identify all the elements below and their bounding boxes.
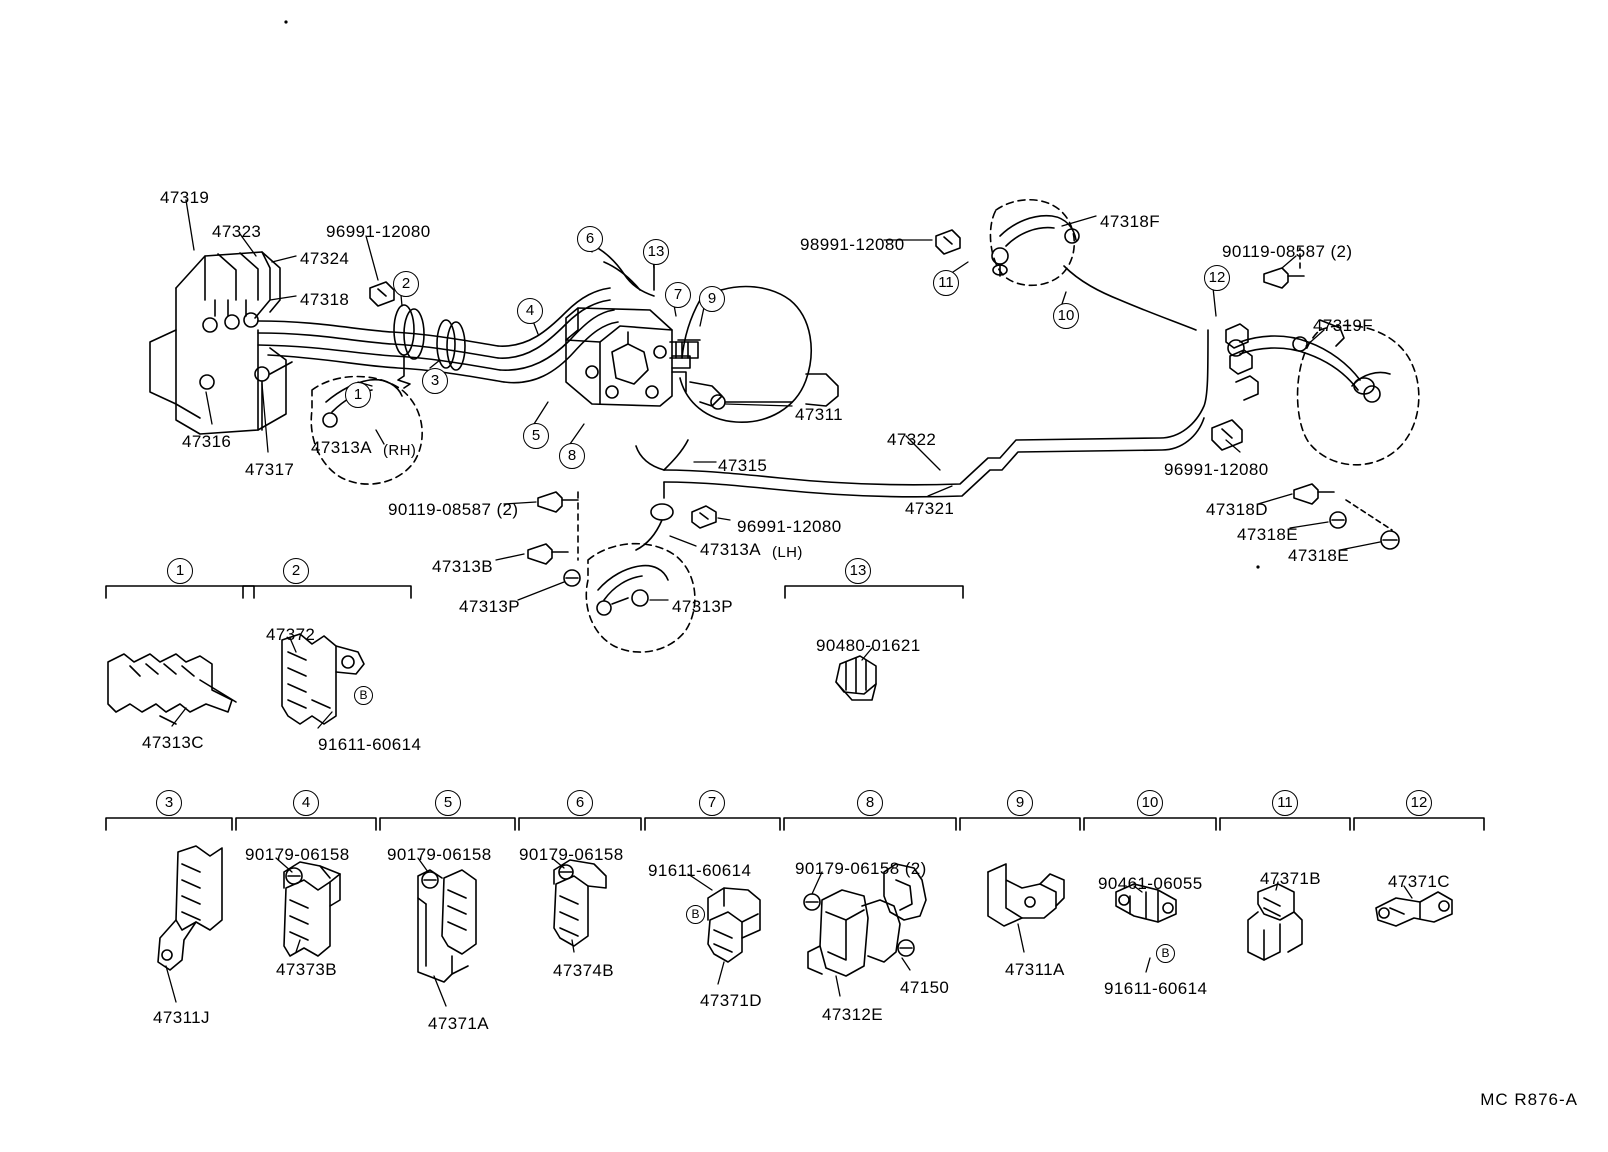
legend-part-47373b: 47373B	[276, 960, 338, 979]
callout-2[interactable]: 2	[393, 271, 419, 297]
label-47318e-1: 47318E	[1237, 525, 1299, 544]
callout-7[interactable]: 7	[665, 282, 691, 308]
legend-part-90480-01621: 90480-01621	[816, 636, 921, 655]
label-47319f: 47319F	[1313, 316, 1374, 335]
bolt-marker-icon-g2: B	[354, 686, 373, 705]
label-47315: 47315	[718, 456, 768, 475]
label-47319: 47319	[160, 188, 210, 207]
legend-callout-3[interactable]: 3	[156, 790, 182, 816]
legend-callout-8[interactable]: 8	[857, 790, 883, 816]
label-47318e-2: 47318E	[1288, 546, 1350, 565]
legend-callout-5[interactable]: 5	[435, 790, 461, 816]
label-98991-12080: 98991-12080	[800, 235, 905, 254]
label-47318: 47318	[300, 290, 350, 309]
legend-part-47150: 47150	[900, 978, 950, 997]
label-96991-12080-center: 96991-12080	[737, 517, 842, 536]
legend-part-90179-06158-g8: 90179-06158 (2)	[795, 859, 927, 878]
label-90119-08587-right: 90119-08587 (2)	[1222, 242, 1353, 261]
legend-callout-4[interactable]: 4	[293, 790, 319, 816]
callout-8[interactable]: 8	[559, 443, 585, 469]
label-47313b: 47313B	[432, 557, 494, 576]
legend-callout-11[interactable]: 11	[1272, 790, 1298, 816]
label-47322: 47322	[887, 430, 937, 449]
callout-13[interactable]: 13	[643, 239, 669, 265]
legend-part-91611-60614-g7: 91611-60614	[648, 861, 752, 880]
label-96991-12080-left: 96991-12080	[326, 222, 431, 241]
bolt-marker-icon-g7: B	[686, 905, 705, 924]
callout-12[interactable]: 12	[1204, 265, 1230, 291]
label-47317: 47317	[245, 460, 295, 479]
legend-callout-2[interactable]: 2	[283, 558, 309, 584]
label-47313a-lh: 47313A	[700, 540, 762, 559]
legend-part-91611-60614-g2: 91611-60614	[318, 735, 422, 754]
legend-part-47372: 47372	[266, 625, 316, 644]
legend-callout-10[interactable]: 10	[1137, 790, 1163, 816]
label-47318d: 47318D	[1206, 500, 1268, 519]
legend-part-90179-06158-g5: 90179-06158	[387, 845, 492, 864]
label-90119-08587-left: 90119-08587 (2)	[388, 500, 519, 519]
legend-part-47313c: 47313C	[142, 733, 204, 752]
legend-callout-6[interactable]: 6	[567, 790, 593, 816]
legend-part-47371c: 47371C	[1388, 872, 1450, 891]
callout-5[interactable]: 5	[523, 423, 549, 449]
legend-callout-1[interactable]: 1	[167, 558, 193, 584]
label-47316: 47316	[182, 432, 232, 451]
label-47313a-rh: 47313A	[311, 438, 373, 457]
label-47323: 47323	[212, 222, 262, 241]
legend-part-47311j: 47311J	[153, 1008, 210, 1027]
callout-10[interactable]: 10	[1053, 303, 1079, 329]
label-47311: 47311	[795, 405, 844, 424]
legend-part-90461-06055: 90461-06055	[1098, 874, 1203, 893]
legend-part-47374b: 47374B	[553, 961, 615, 980]
legend-part-47311a: 47311A	[1005, 960, 1065, 979]
legend-part-47371d: 47371D	[700, 991, 762, 1010]
label-47318f: 47318F	[1100, 212, 1161, 231]
sheet-code: MC R876-A	[1480, 1090, 1578, 1109]
legend-part-47371b: 47371B	[1260, 869, 1322, 888]
legend-part-47371a: 47371A	[428, 1014, 490, 1033]
bolt-marker-icon-g10: B	[1156, 944, 1175, 963]
label-96991-12080-right: 96991-12080	[1164, 460, 1269, 479]
callout-4[interactable]: 4	[517, 298, 543, 324]
callout-9[interactable]: 9	[699, 286, 725, 312]
callout-11[interactable]: 11	[933, 270, 959, 296]
label-47324: 47324	[300, 249, 350, 268]
label-lh-suffix: (LH)	[772, 544, 803, 561]
legend-part-47312e: 47312E	[822, 1005, 884, 1024]
legend-part-90179-06158-g6: 90179-06158	[519, 845, 624, 864]
legend-part-90179-06158-g4: 90179-06158	[245, 845, 350, 864]
legend-callout-12[interactable]: 12	[1406, 790, 1432, 816]
label-rh-suffix: (RH)	[383, 442, 417, 459]
legend-callout-7[interactable]: 7	[699, 790, 725, 816]
legend-part-91611-60614-g10: 91611-60614	[1104, 979, 1208, 998]
label-47313p-2: 47313P	[672, 597, 734, 616]
label-47313p-1: 47313P	[459, 597, 521, 616]
legend-callout-9[interactable]: 9	[1007, 790, 1033, 816]
label-47321: 47321	[905, 499, 955, 518]
callout-1[interactable]: 1	[345, 382, 371, 408]
callout-6[interactable]: 6	[577, 226, 603, 252]
callout-3[interactable]: 3	[422, 368, 448, 394]
legend-callout-13[interactable]: 13	[845, 558, 871, 584]
